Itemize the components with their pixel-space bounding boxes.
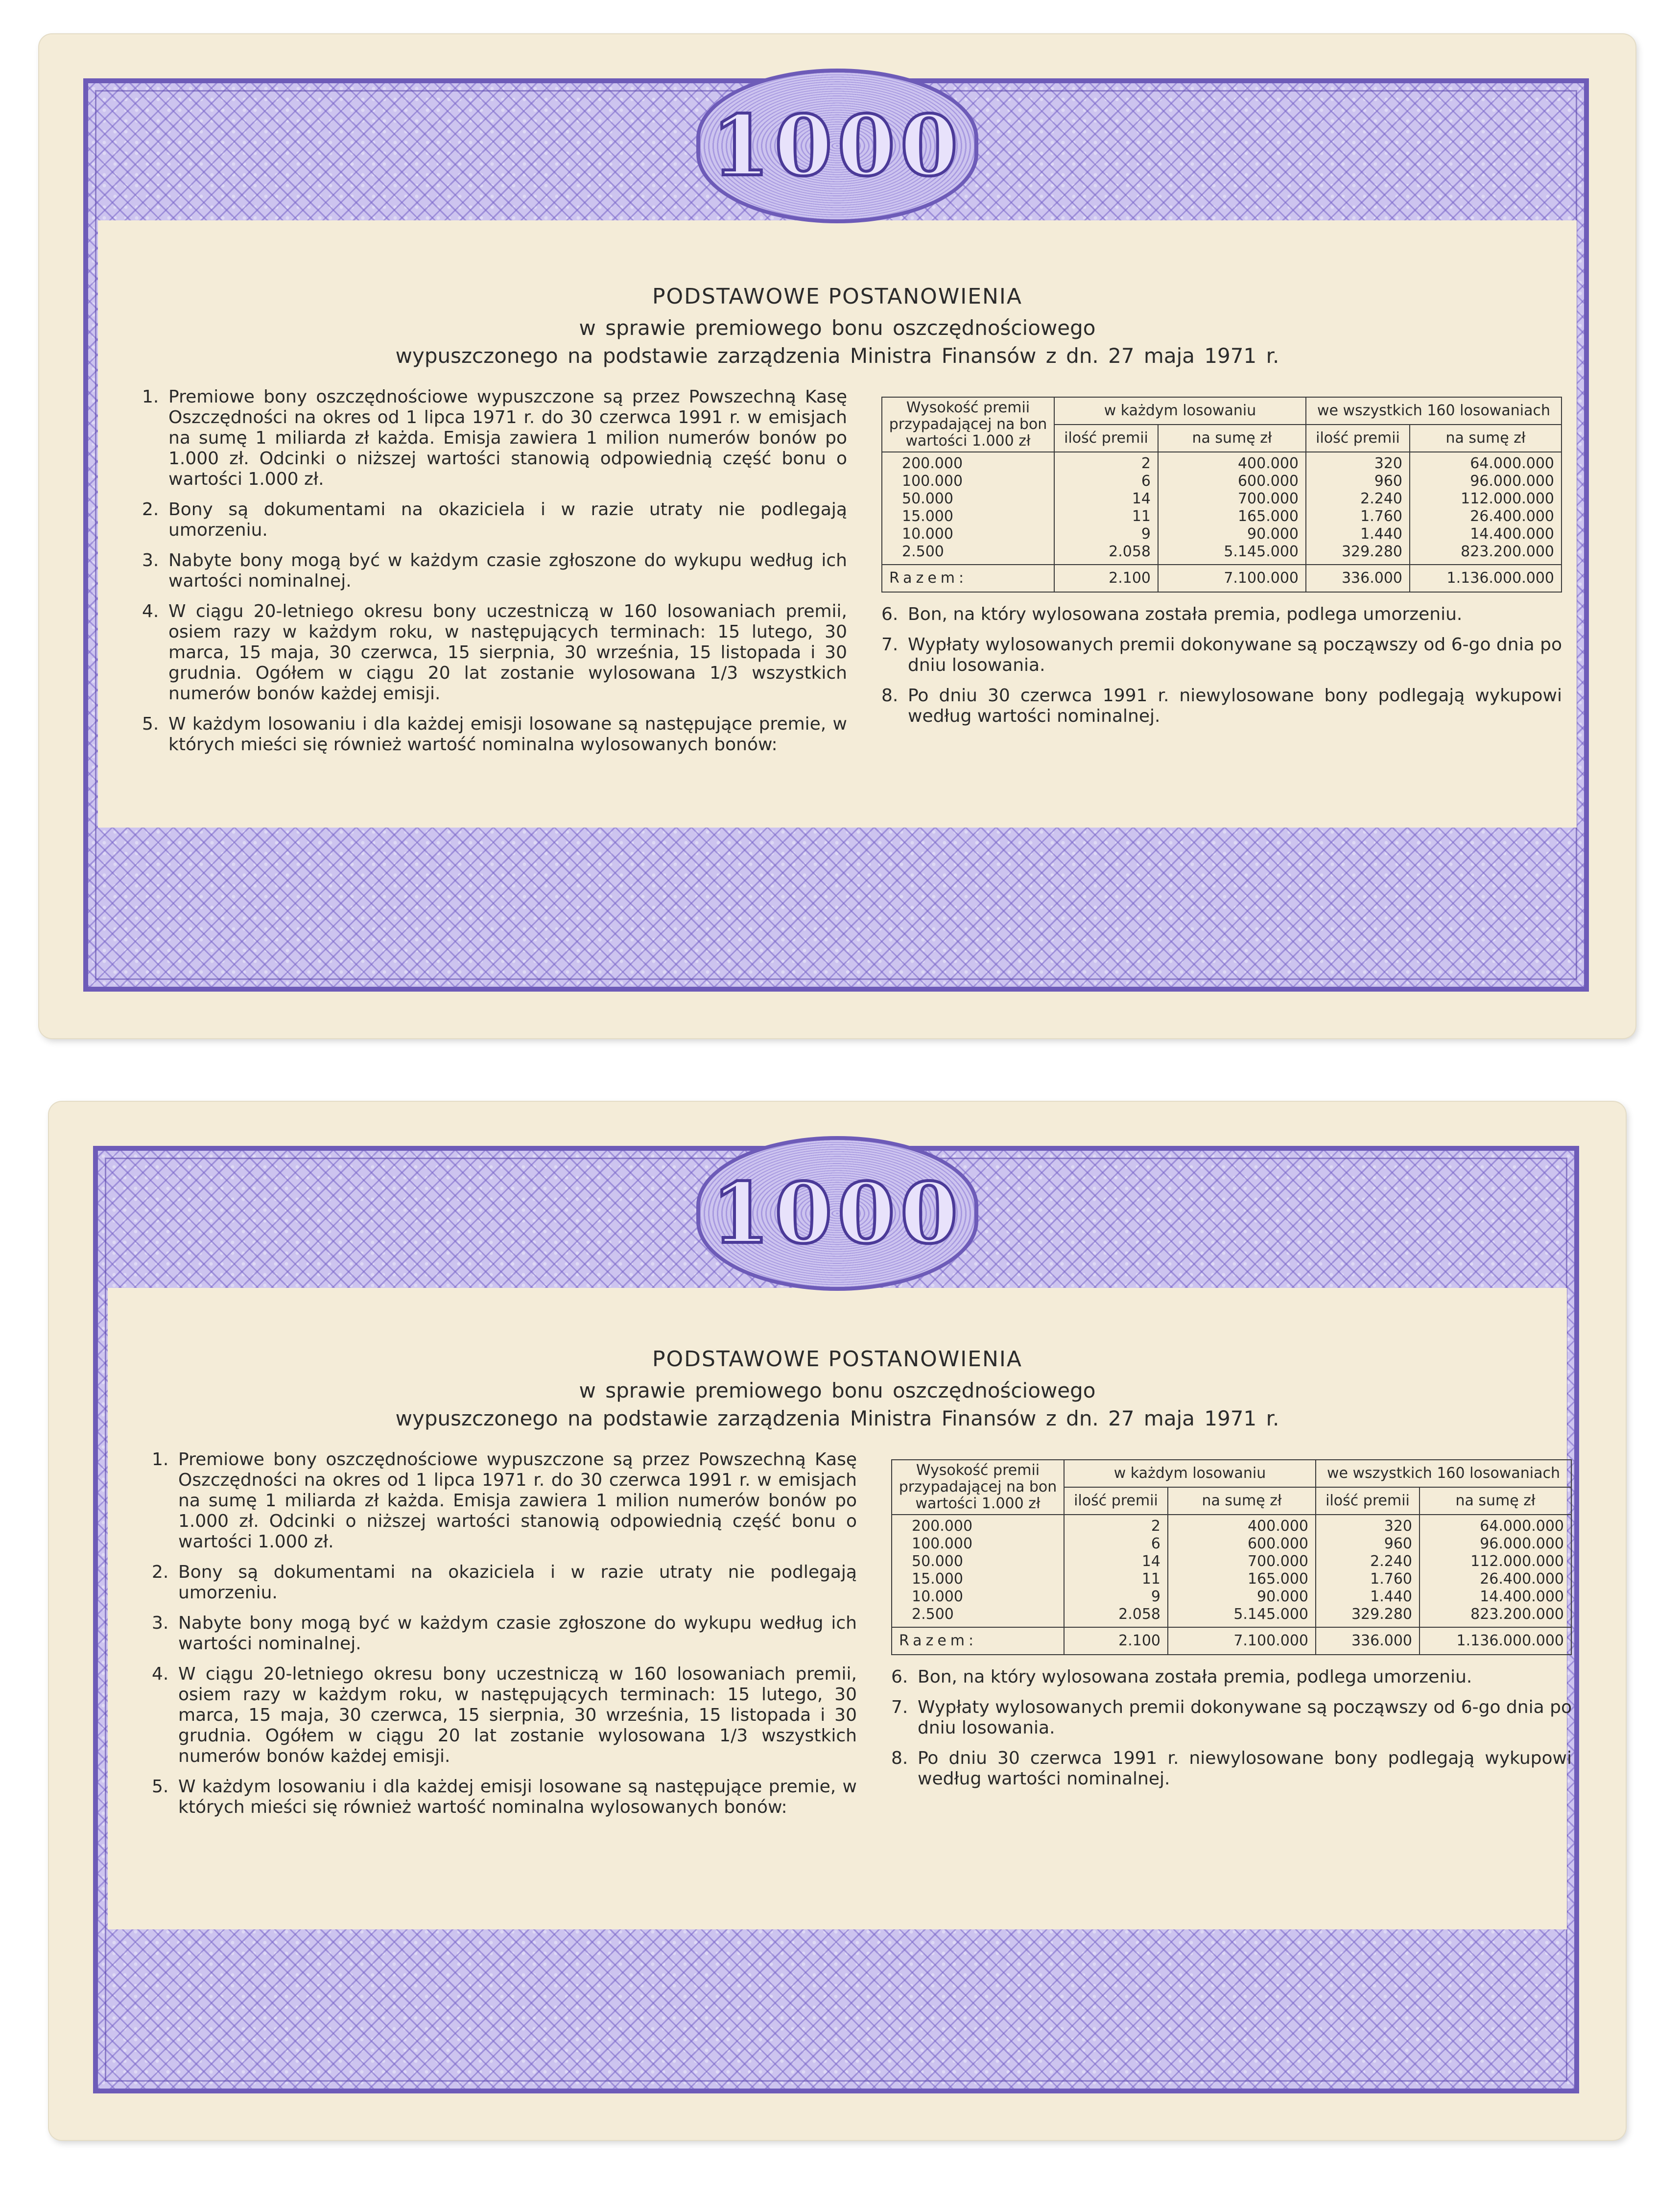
table-cell: 165.000	[1158, 508, 1306, 525]
provision-item	[891, 1667, 1572, 1687]
table-cell: 400.000	[1158, 452, 1306, 473]
total-cell: 1.136.000.000	[1410, 565, 1562, 592]
total-cell: 2.100	[1064, 1627, 1168, 1655]
heading-title: PODSTAWOWE POSTANOWIENIA	[652, 1347, 1023, 1372]
provision-text: Wypłaty wylosowanych premii dokonywane są począwszy od 6-go dnia po dniu losowania.	[908, 635, 1562, 675]
table-cell: 100.000	[882, 473, 1054, 490]
header-sum-all: na sumę zł	[1410, 425, 1562, 452]
provision-item	[891, 1748, 1572, 1789]
header-count-all: ilość premii	[1316, 1487, 1420, 1515]
table-cell: 1.440	[1306, 525, 1410, 543]
table-cell: 700.000	[1158, 490, 1306, 508]
table-cell: 10.000	[892, 1588, 1064, 1606]
heading-block	[39, 284, 1635, 368]
provision-number: 4.	[142, 601, 159, 621]
provision-item	[152, 1613, 857, 1654]
provision-text: Bony są dokumentami na okaziciela i w razie utraty nie podlegają umorzeniu.	[178, 1562, 857, 1603]
heading-subtitle-1: w sprawie premiowego bonu oszczędnościowego	[579, 316, 1096, 340]
table-cell: 26.400.000	[1410, 508, 1562, 525]
header-all-draws: we wszystkich 160 losowaniach	[1306, 397, 1562, 425]
table-cell: 90.000	[1158, 525, 1306, 543]
heading-subtitle-2: wypuszczonego na podstawie zarządzenia Ministra Finansów z dn. 27 maja 1971 r.	[395, 1406, 1279, 1430]
provision-text: Po dniu 30 czerwca 1991 r. niewylosowane bony podlegają wykupowi według wartości nominalnej.	[918, 1748, 1572, 1789]
table-cell: 600.000	[1158, 473, 1306, 490]
table-cell: 960	[1306, 473, 1410, 490]
table-cell: 6	[1054, 473, 1158, 490]
denomination-value: 1000	[711, 1164, 963, 1262]
table-row	[892, 1515, 1571, 1535]
provision-item	[881, 686, 1562, 727]
table-cell: 14	[1064, 1553, 1168, 1570]
provision-text: Bony są dokumentami na okaziciela i w razie utraty nie podlegają umorzeniu.	[168, 499, 847, 540]
table-cell: 2.058	[1054, 543, 1158, 565]
header-each-draw: w każdym losowaniu	[1064, 1460, 1316, 1487]
provision-text: Wypłaty wylosowanych premii dokonywane są począwszy od 6-go dnia po dniu losowania.	[918, 1697, 1572, 1738]
provision-item	[142, 499, 847, 541]
provision-number: 2.	[152, 1562, 169, 1582]
provisions-left-column	[142, 387, 847, 765]
header-count-each: ilość premii	[1054, 425, 1158, 452]
provision-text: Bon, na który wylosowana została premia, podlega umorzeniu.	[908, 604, 1463, 624]
table-cell: 10.000	[882, 525, 1054, 543]
table-row	[882, 490, 1562, 508]
provision-text: W ciągu 20-letniego okresu bony uczestniczą w 160 losowaniach premii, osiem razy w każdym roku, w następujących terminach: 15 lutego, 30 marca, 15 maja, 30 czerwca, 15 sierpnia, 30 września, 15 listopada i 30 grudnia. Ogółem w ciągu 20 lat zostanie wylosowana 1/3 wszystkich numerów bonów każdej emisji.	[178, 1664, 857, 1766]
table-row	[892, 1570, 1571, 1588]
total-cell: 336.000	[1316, 1627, 1420, 1655]
provision-number: 7.	[891, 1697, 908, 1717]
table-cell: 96.000.000	[1420, 1535, 1571, 1553]
table-row	[882, 508, 1562, 525]
total-label: Razem:	[882, 565, 1054, 592]
table-cell: 14.400.000	[1410, 525, 1562, 543]
provision-text: W ciągu 20-letniego okresu bony uczestniczą w 160 losowaniach premii, osiem razy w każdym roku, w następujących terminach: 15 lutego, 30 marca, 15 maja, 30 czerwca, 15 sierpnia, 30 września, 15 listopada i 30 grudnia. Ogółem w ciągu 20 lat zostanie wylosowana 1/3 wszystkich numerów bonów każdej emisji.	[168, 601, 847, 704]
header-all-draws: we wszystkich 160 losowaniach	[1316, 1460, 1571, 1487]
provisions-left-column	[152, 1449, 857, 1828]
table-cell: 320	[1306, 452, 1410, 473]
table-cell: 26.400.000	[1420, 1570, 1571, 1588]
table-cell: 2.500	[892, 1606, 1064, 1627]
table-total-row	[892, 1627, 1571, 1655]
table-cell: 112.000.000	[1410, 490, 1562, 508]
provision-text: Po dniu 30 czerwca 1991 r. niewylosowane bony podlegają wykupowi według wartości nominalnej.	[908, 686, 1562, 726]
table-cell: 64.000.000	[1420, 1515, 1571, 1535]
total-cell: 336.000	[1306, 565, 1410, 592]
total-label: Razem:	[892, 1627, 1064, 1655]
table-cell: 823.200.000	[1420, 1606, 1571, 1627]
provision-number: 8.	[881, 686, 899, 706]
table-cell: 1.760	[1306, 508, 1410, 525]
premium-table	[881, 397, 1562, 593]
provision-number: 4.	[152, 1664, 169, 1684]
table-cell: 15.000	[882, 508, 1054, 525]
table-cell: 960	[1316, 1535, 1420, 1553]
provision-number: 3.	[152, 1613, 169, 1633]
table-cell: 50.000	[882, 490, 1054, 508]
table-cell: 2	[1054, 452, 1158, 473]
header-sum-each: na sumę zł	[1168, 1487, 1316, 1515]
table-row	[882, 525, 1562, 543]
header-each-draw: w każdym losowaniu	[1054, 397, 1306, 425]
provision-item	[881, 635, 1562, 676]
table-row	[892, 1606, 1571, 1627]
total-cell: 1.136.000.000	[1420, 1627, 1571, 1655]
heading-title: PODSTAWOWE POSTANOWIENIA	[652, 284, 1023, 309]
denomination-medallion	[696, 1136, 978, 1291]
provision-item	[142, 714, 847, 755]
provision-number: 6.	[881, 604, 899, 624]
provision-item	[142, 550, 847, 592]
table-cell: 9	[1054, 525, 1158, 543]
heading-subtitle-2: wypuszczonego na podstawie zarządzenia Ministra Finansów z dn. 27 maja 1971 r.	[395, 344, 1279, 368]
provisions-right-column	[891, 1459, 1572, 1799]
table-cell: 5.145.000	[1158, 543, 1306, 565]
provision-number: 8.	[891, 1748, 908, 1768]
table-cell: 100.000	[892, 1535, 1064, 1553]
table-cell: 823.200.000	[1410, 543, 1562, 565]
total-cell: 2.100	[1054, 565, 1158, 592]
provision-item	[142, 387, 847, 490]
table-cell: 320	[1316, 1515, 1420, 1535]
provision-number: 7.	[881, 635, 899, 655]
provision-number: 2.	[142, 499, 159, 520]
table-cell: 1.440	[1316, 1588, 1420, 1606]
header-premium-amount: Wysokość premii przypadającej na bon wartości 1.000 zł	[882, 397, 1054, 452]
header-premium-amount: Wysokość premii przypadającej na bon wartości 1.000 zł	[892, 1460, 1064, 1515]
table-cell: 64.000.000	[1410, 452, 1562, 473]
total-cell: 7.100.000	[1168, 1627, 1316, 1655]
table-cell: 96.000.000	[1410, 473, 1562, 490]
provision-text: W każdym losowaniu i dla każdej emisji losowane są następujące premie, w których mieści się również wartość nominalna wylosowanych bonów:	[178, 1777, 857, 1817]
table-row	[892, 1588, 1571, 1606]
table-cell: 6	[1064, 1535, 1168, 1553]
table-cell: 400.000	[1168, 1515, 1316, 1535]
provision-item	[152, 1449, 857, 1552]
provision-text: Nabyte bony mogą być w każdym czasie zgłoszone do wykupu według ich wartości nominalnej.	[178, 1613, 857, 1654]
provision-number: 1.	[152, 1449, 169, 1470]
table-cell: 14	[1054, 490, 1158, 508]
bond-document	[49, 1102, 1626, 2140]
heading-subtitle-1: w sprawie premiowego bonu oszczędnościowego	[579, 1378, 1096, 1402]
provision-item	[152, 1562, 857, 1603]
provision-number: 5.	[142, 714, 159, 734]
provision-text: Premiowe bony oszczędnościowe wypuszczone są przez Powszechną Kasę Oszczędności na okres od 1 lipca 1971 r. do 30 czerwca 1991 r. w emisjach na sumę 1 miliarda zł każda. Emisja zawiera 1 milion numerów bonów po 1.000 zł. Odcinki o niższej wartości stanowią odpowiednią część bonu o wartości 1.000 zł.	[168, 387, 847, 489]
table-row	[882, 452, 1562, 473]
total-cell: 7.100.000	[1158, 565, 1306, 592]
provision-item	[142, 601, 847, 704]
provision-item	[152, 1777, 857, 1818]
table-row	[882, 543, 1562, 565]
table-cell: 700.000	[1168, 1553, 1316, 1570]
provision-text: Bon, na który wylosowana została premia, podlega umorzeniu.	[918, 1667, 1472, 1687]
provision-number: 1.	[142, 387, 159, 407]
provision-text: Nabyte bony mogą być w każdym czasie zgłoszone do wykupu według ich wartości nominalnej.	[168, 550, 847, 591]
header-sum-all: na sumę zł	[1420, 1487, 1571, 1515]
table-cell: 1.760	[1316, 1570, 1420, 1588]
provision-item	[881, 604, 1562, 625]
table-row	[882, 473, 1562, 490]
table-cell: 11	[1064, 1570, 1168, 1588]
provision-text: Premiowe bony oszczędnościowe wypuszczone są przez Powszechną Kasę Oszczędności na okres od 1 lipca 1971 r. do 30 czerwca 1991 r. w emisjach na sumę 1 miliarda zł każda. Emisja zawiera 1 milion numerów bonów po 1.000 zł. Odcinki o niższej wartości stanowią odpowiednią część bonu o wartości 1.000 zł.	[178, 1449, 857, 1552]
table-cell: 15.000	[892, 1570, 1064, 1588]
header-sum-each: na sumę zł	[1158, 425, 1306, 452]
table-cell: 50.000	[892, 1553, 1064, 1570]
header-count-all: ilość premii	[1306, 425, 1410, 452]
provision-number: 6.	[891, 1667, 908, 1687]
table-cell: 5.145.000	[1168, 1606, 1316, 1627]
table-cell: 112.000.000	[1420, 1553, 1571, 1570]
table-cell: 14.400.000	[1420, 1588, 1571, 1606]
table-cell: 165.000	[1168, 1570, 1316, 1588]
heading-block	[49, 1347, 1626, 1430]
table-cell: 2	[1064, 1515, 1168, 1535]
provision-item	[152, 1664, 857, 1767]
table-cell: 90.000	[1168, 1588, 1316, 1606]
table-cell: 200.000	[892, 1515, 1064, 1535]
denomination-value: 1000	[711, 97, 963, 195]
table-total-row	[882, 565, 1562, 592]
denomination-medallion	[696, 69, 978, 223]
provisions-right-column	[881, 397, 1562, 736]
table-row	[892, 1553, 1571, 1570]
table-cell: 329.280	[1316, 1606, 1420, 1627]
provision-item	[891, 1697, 1572, 1738]
premium-table	[891, 1459, 1572, 1655]
table-cell: 600.000	[1168, 1535, 1316, 1553]
table-cell: 2.240	[1306, 490, 1410, 508]
table-cell: 329.280	[1306, 543, 1410, 565]
provision-text: W każdym losowaniu i dla każdej emisji losowane są następujące premie, w których mieści się również wartość nominalna wylosowanych bonów:	[168, 714, 847, 755]
provision-number: 3.	[142, 550, 159, 570]
header-count-each: ilość premii	[1064, 1487, 1168, 1515]
table-cell: 11	[1054, 508, 1158, 525]
table-cell: 2.500	[882, 543, 1054, 565]
bond-document	[39, 34, 1635, 1038]
table-cell: 200.000	[882, 452, 1054, 473]
table-cell: 9	[1064, 1588, 1168, 1606]
provision-number: 5.	[152, 1777, 169, 1797]
table-row	[892, 1535, 1571, 1553]
table-cell: 2.058	[1064, 1606, 1168, 1627]
table-cell: 2.240	[1316, 1553, 1420, 1570]
